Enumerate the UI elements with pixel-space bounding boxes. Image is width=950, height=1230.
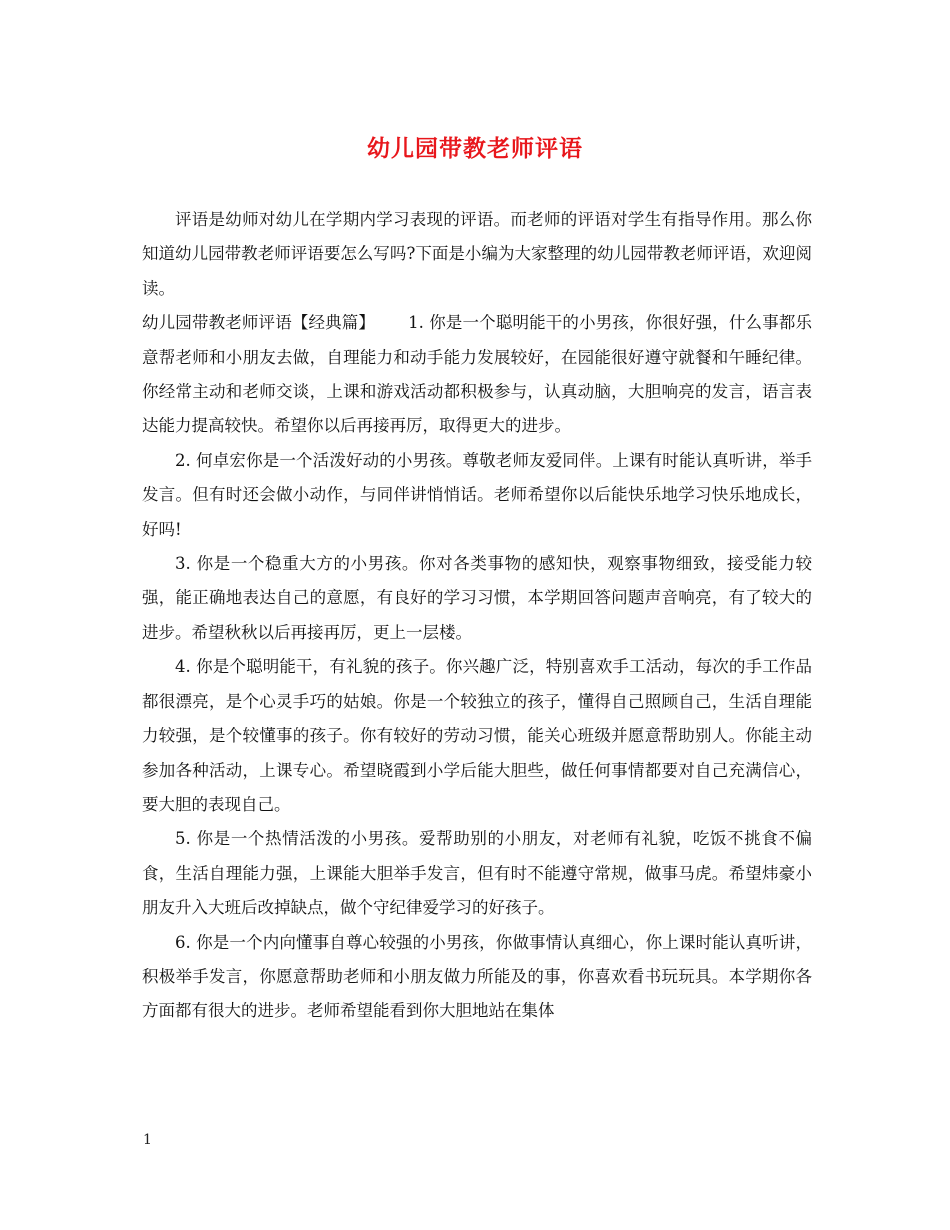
comment-item-6: 6. 你是一个内向懂事自尊心较强的小男孩，你做事情认真细心，你上课时能认真听讲，积极举手发言，你愿意帮助老师和小朋友做力所能及的事，你喜欢看书玩玩具。本学期你各方面都有很大的进步。老师希望能看到你大胆地站在集体 bbox=[142, 932, 812, 1021]
comment-item-1: 1. 你是一个聪明能干的小男孩，你很好强，什么事都乐意帮老师和小朋友去做，自理能力和动手能力发展较好，在园能很好遵守就餐和午睡纪律。你经常主动和老师交谈，上课和游戏活动都积极参与，认真动脑，大胆响亮的发言，语言表达能力提高较快。希望你以后再接再厉，取得更大的进步。 bbox=[142, 313, 813, 436]
page-number: 1 bbox=[143, 1132, 152, 1148]
document-title: 幼儿园带教老师评语 bbox=[367, 135, 583, 162]
document-body bbox=[142, 203, 812, 1029]
section-heading: 幼儿园带教老师评语【经典篇】 bbox=[142, 313, 376, 333]
comment-item-3: 3. 你是一个稳重大方的小男孩。你对各类事物的感知快，观察事物细致，接受能力较强，能正确地表达自己的意愿，有良好的学习习惯，本学期回答问题声音响亮，有了较大的进步。希望秋秋以后再接再厉，更上一层楼。 bbox=[142, 554, 812, 642]
heading-gap bbox=[375, 313, 408, 332]
comment-item-5: 5. 你是一个热情活泼的小男孩。爱帮助别的小朋友，对老师有礼貌，吃饭不挑食不偏食，生活自理能力强，上课能大胆举手发言，但有时不能遵守常规，做事马虎。希望炜豪小朋友升入大班后改掉缺点，做个守纪律爱学习的好孩子。 bbox=[142, 829, 812, 918]
section-paragraph bbox=[142, 306, 812, 444]
comment-item-4: 4. 你是个聪明能干，有礼貌的孩子。你兴趣广泛，特别喜欢手工活动，每次的手工作品都很漂亮，是个心灵手巧的姑娘。你是一个较独立的孩子，懂得自己照顾自己，生活自理能力较强，是个较懂事的孩子。你有较好的劳动习惯，能关心班级并愿意帮助别人。你能主动参加各种活动，上课专心。希望晓霞到小学后能大胆些，做任何事情都要对自己充满信心，要大胆的表现自己。 bbox=[142, 657, 812, 814]
comment-item-2: 2. 何卓宏你是一个活泼好动的小男孩。尊敬老师友爱同伴。上课有时能认真听讲，举手发言。但有时还会做小动作，与同伴讲悄悄话。老师希望你以后能快乐地学习快乐地成长，好吗! bbox=[142, 450, 812, 539]
intro-paragraph: 评语是幼师对幼儿在学期内学习表现的评语。而老师的评语对学生有指导作用。那么你知道幼儿园带教老师评语要怎么写吗?下面是小编为大家整理的幼儿园带教老师评语，欢迎阅读。 bbox=[142, 210, 812, 298]
